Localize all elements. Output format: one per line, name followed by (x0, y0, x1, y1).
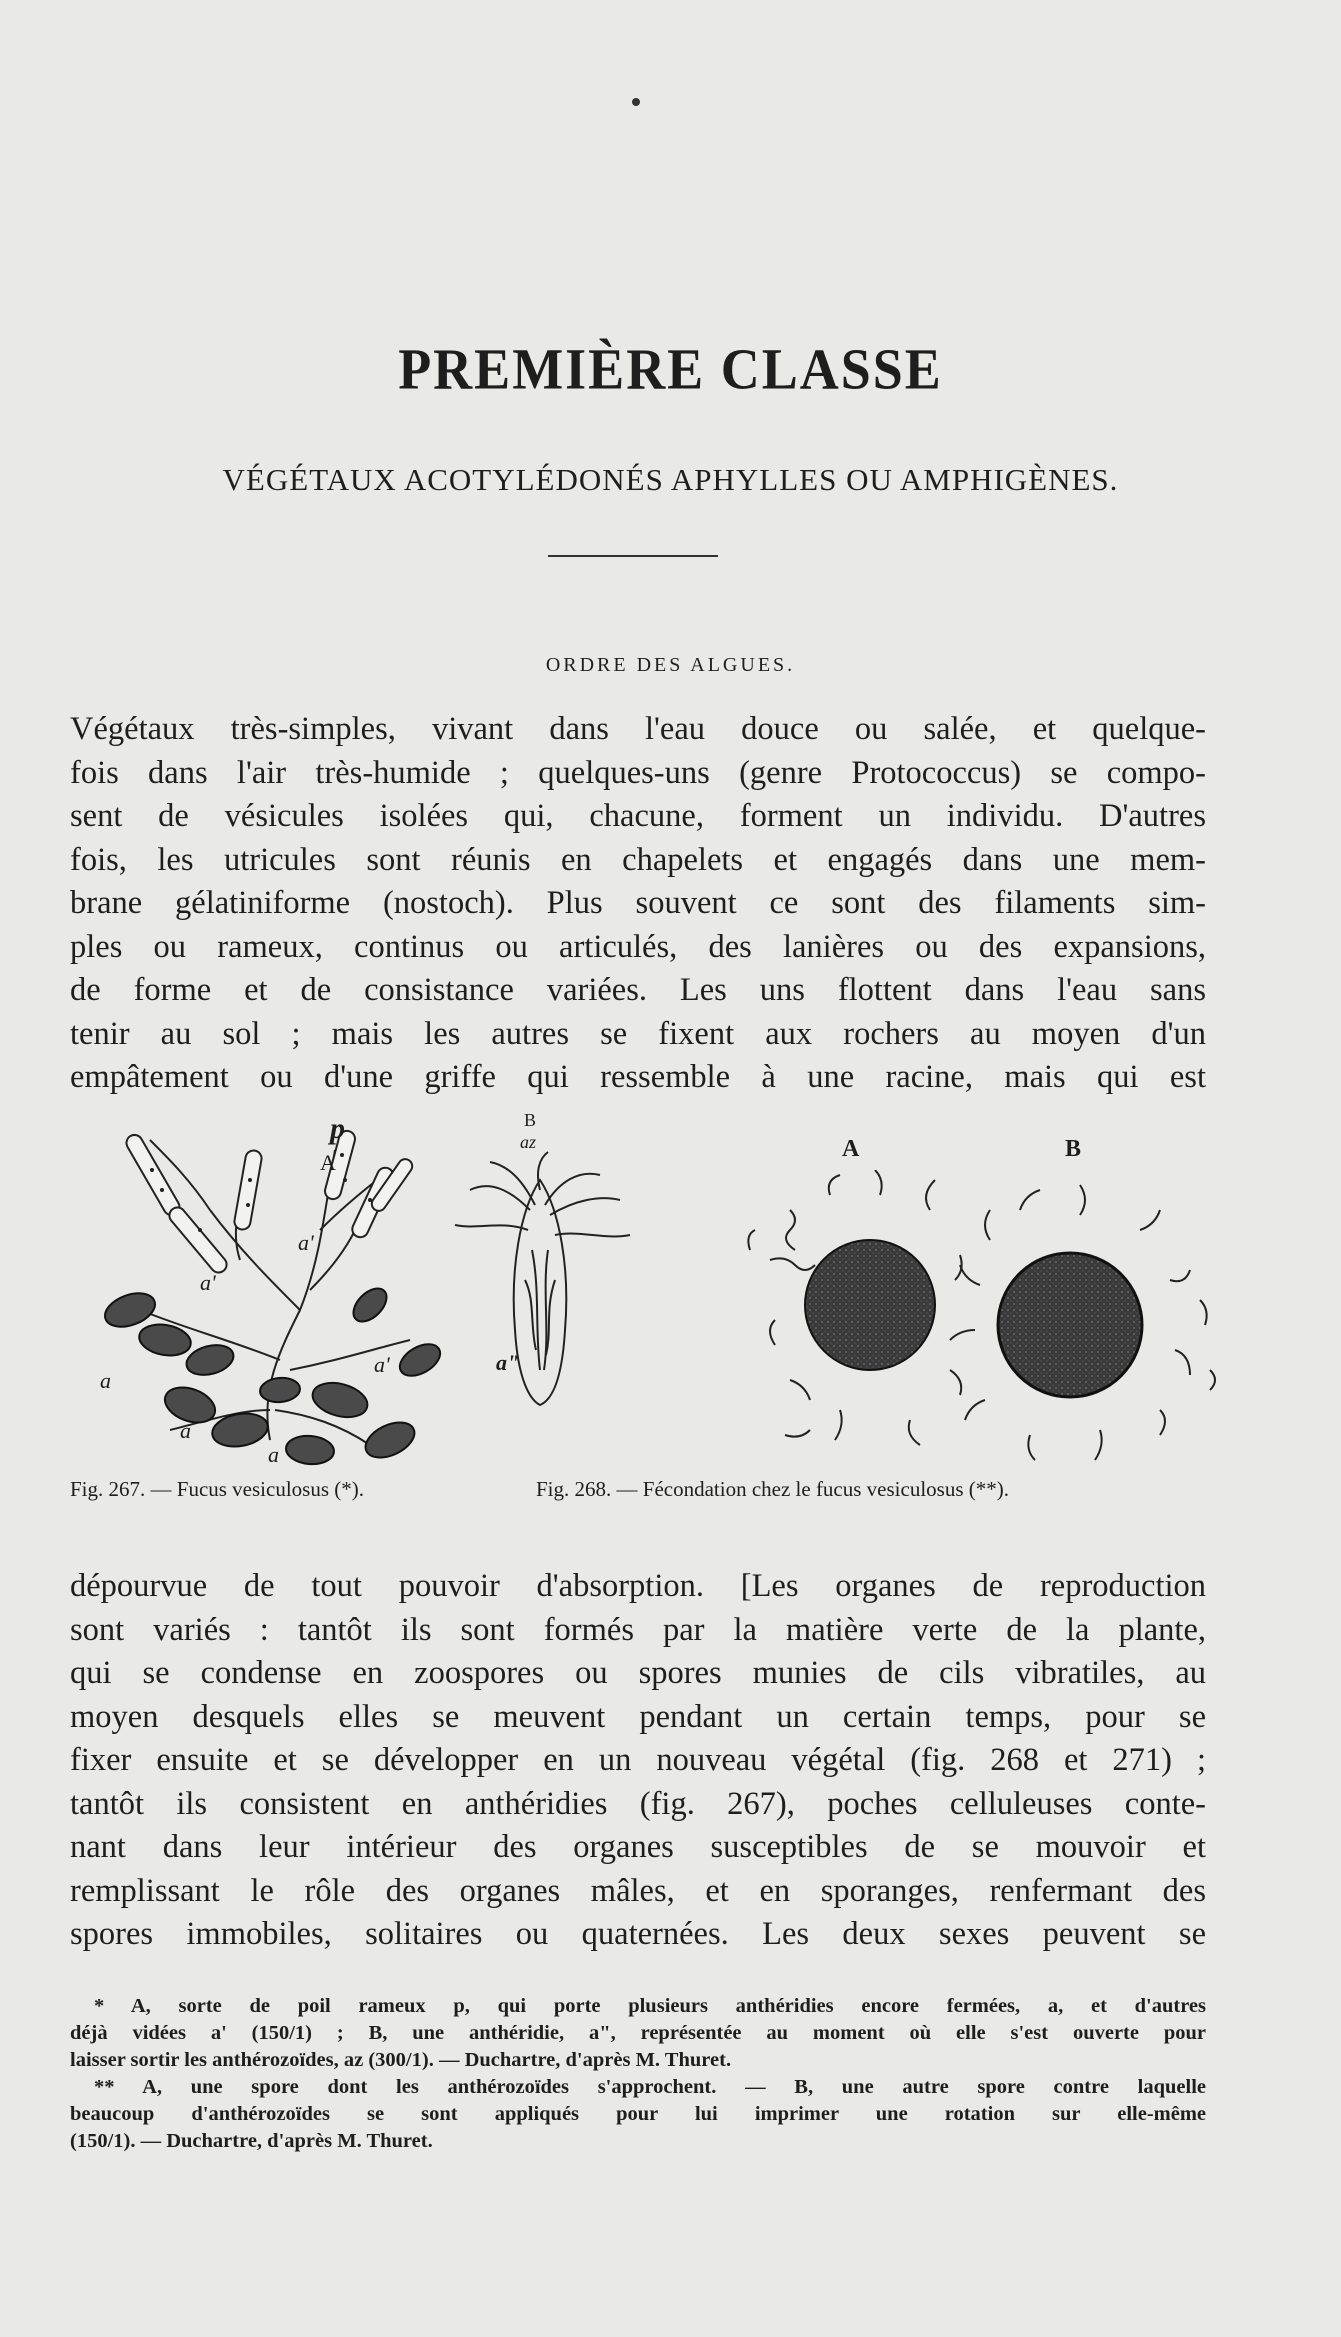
footnote-line: déjà vidées a' (150/1) ; B, une anthéridie, a", représentée au moment où elle s'est ouverte pour (70, 2022, 1206, 2044)
fig268-caption: Fig. 268. — Fécondation chez le fucus vesiculosus (**). (536, 1477, 1009, 1501)
fig268-spores-illustration (730, 1170, 1250, 1470)
fig268-label-A: A (842, 1136, 860, 1162)
text-line: tenir au sol ; mais les autres se fixent aux rochers au moyen d'un (70, 1015, 1206, 1052)
fig268-label-az: az (520, 1132, 537, 1152)
page-dot-mark (632, 98, 640, 106)
text-line: moyen desquels elles se meuvent pendant un certain temps, pour se (70, 1698, 1206, 1735)
fig268-label-B: B (1065, 1136, 1082, 1162)
fig267-label-a1: a' (298, 1230, 314, 1255)
paragraph-1 (70, 708, 1206, 1100)
text-line: empâtement ou d'une griffe qui ressemble à une racine, mais qui est (70, 1059, 1206, 1095)
footnote-line: (150/1). — Duchartre, d'après M. Thuret. (70, 2130, 433, 2152)
fig267-label-a5: a (180, 1418, 191, 1443)
fig267-label-a3: a' (374, 1352, 390, 1377)
order-heading: ORDRE DES ALGUES. (545, 654, 796, 676)
footnote-line: beaucoup d'anthérozoïdes se sont appliqués pour lui imprimer une rotation sur elle-même (70, 2103, 1206, 2125)
footnotes (70, 1993, 1206, 2155)
class-title: PREMIÈRE CLASSE (398, 336, 943, 402)
text-line: remplissant le rôle des organes mâles, et en sporanges, renfermant des (70, 1872, 1206, 1909)
fig267-label-A: A (320, 1150, 336, 1175)
class-subtitle: VÉGÉTAUX ACOTYLÉDONÉS APHYLLES OU AMPHIGÈNES. (222, 462, 1119, 497)
text-line: sent de vésicules isolées qui, chacune, forment un individu. D'autres (70, 798, 1206, 834)
text-line: nant dans leur intérieur des organes susceptibles de se mouvoir et (70, 1829, 1206, 1865)
fig267-label-a6: a (268, 1442, 279, 1467)
fig268-label-a2: a" (496, 1350, 520, 1375)
footnote-line: * A, sorte de poil rameux p, qui porte plusieurs anthéridies encore fermées, a, et d'autres (94, 1995, 1206, 2017)
footnote-line: laisser sortir les anthérozoïdes, az (300/1). — Duchartre, d'après M. Thuret. (70, 2049, 732, 2071)
fig267-caption: Fig. 267. — Fucus vesiculosus (*). (70, 1477, 364, 1501)
text-line: brane gélatiniforme (nostoch). Plus souvent ce sont des filaments sim- (70, 885, 1206, 921)
text-line: tantôt ils consistent en anthéridies (fig. 267), poches celluleuses conte- (70, 1785, 1206, 1822)
footnote-line: ** A, une spore dont les anthérozoïdes s'approchent. — B, une autre spore contre laquelle (94, 2076, 1206, 2098)
fig267-label-p: p (330, 1112, 345, 1145)
text-line: de forme et de consistance variées. Les uns flottent dans l'eau sans (70, 972, 1206, 1008)
text-line: Végétaux très-simples, vivant dans l'eau douce ou salée, et quelque- (70, 711, 1206, 747)
text-line: fixer ensuite et se développer en un nouveau végétal (fig. 268 et 271) ; (70, 1742, 1206, 1778)
fig268-antheridium-illustration (440, 1150, 640, 1410)
text-line: spores immobiles, solitaires ou quaternées. Les deux sexes peuvent se (70, 1916, 1206, 1952)
text-line: qui se condense en zoospores ou spores munies de cils vibratiles, au (70, 1655, 1206, 1691)
text-line: fois dans l'air très-humide ; quelques-uns (genre Protococcus) se compo- (70, 754, 1206, 791)
fig267-label-a2: a' (200, 1270, 216, 1295)
fig267-illustration (70, 1110, 490, 1470)
title-divider (548, 555, 718, 557)
text-line: fois, les utricules sont réunis en chapelets et engagés dans une mem- (70, 841, 1206, 878)
fig267-label-a4: a (100, 1368, 111, 1393)
text-line: sont variés : tantôt ils sont formés par la matière verte de la plante, (70, 1611, 1206, 1648)
fig268-label-B-small: B (524, 1110, 537, 1130)
text-line: ples ou rameux, continus ou articulés, des lanières ou des expansions, (70, 928, 1206, 965)
paragraph-2 (70, 1565, 1206, 1957)
text-line: dépourvue de tout pouvoir d'absorption. [Les organes de reproduction (70, 1568, 1206, 1604)
